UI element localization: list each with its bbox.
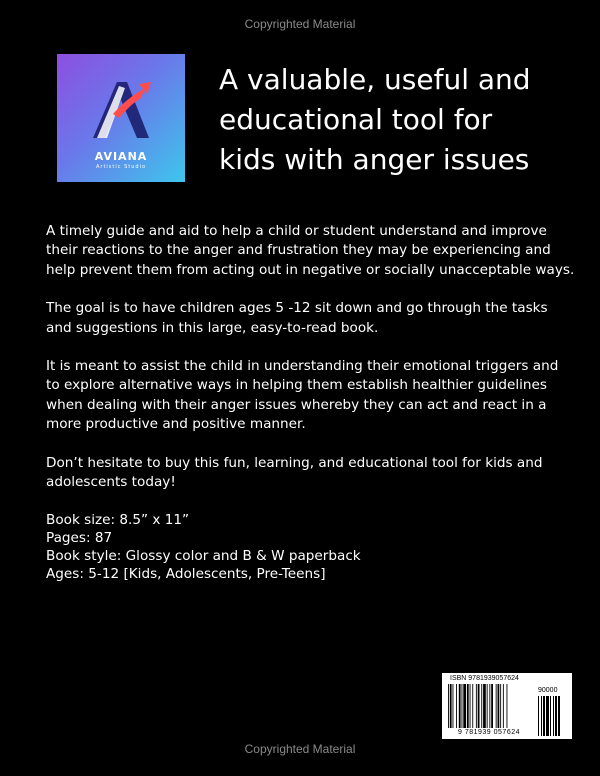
watermark-top: Copyrighted Material [244,17,356,31]
logo-name: AVIANA [94,150,148,163]
isbn-label: ISBN 9781939057624 [450,675,519,682]
aviana-logo [57,54,185,182]
paragraph-intro: A timely guide and aid to help a child or student understand and improve their reactions to the anger and frustration they may be experiencing and help prevent them from acting out in negative or socially unacceptable ways. [46,223,575,278]
logo-subtitle: Artistic Studio [95,164,147,170]
paragraph-purpose: It is meant to assist the child in understanding their emotional triggers and to explore alternative ways in helping them establish healthier guidelines when dealing with their anger issues whereby they can act and react in a more productive and positive manner. [46,358,559,433]
book-specs [46,511,576,583]
headline-line-3: kids with anger issues [219,143,530,176]
spec-ages: Ages: 5-12 [Kids, Adolescents, Pre-Teens] [46,566,326,583]
barcode-digits: 9 781939 057624 [458,729,520,736]
price-code: 90000 [538,687,558,694]
paragraph-call-to-action: Don’t hesitate to buy this fun, learning, and educational tool for kids and adolescents today! [46,454,543,491]
spec-pages: Pages: 87 [46,530,113,547]
headline [219,60,589,180]
headline-line-1: A valuable, useful and [219,63,531,96]
spec-book-size: Book size: 8.5” x 11” [46,512,190,529]
description [46,222,576,583]
paragraph-goal: The goal is to have children ages 5 -12 sit down and go through the tasks and suggestions in this large, easy-to-read book. [46,300,548,336]
isbn-barcode [442,673,572,739]
spec-book-style: Book style: Glossy color and B & W paperback [46,548,361,565]
headline-line-2: educational tool for [219,103,493,136]
watermark-bottom: Copyrighted Material [244,742,356,756]
